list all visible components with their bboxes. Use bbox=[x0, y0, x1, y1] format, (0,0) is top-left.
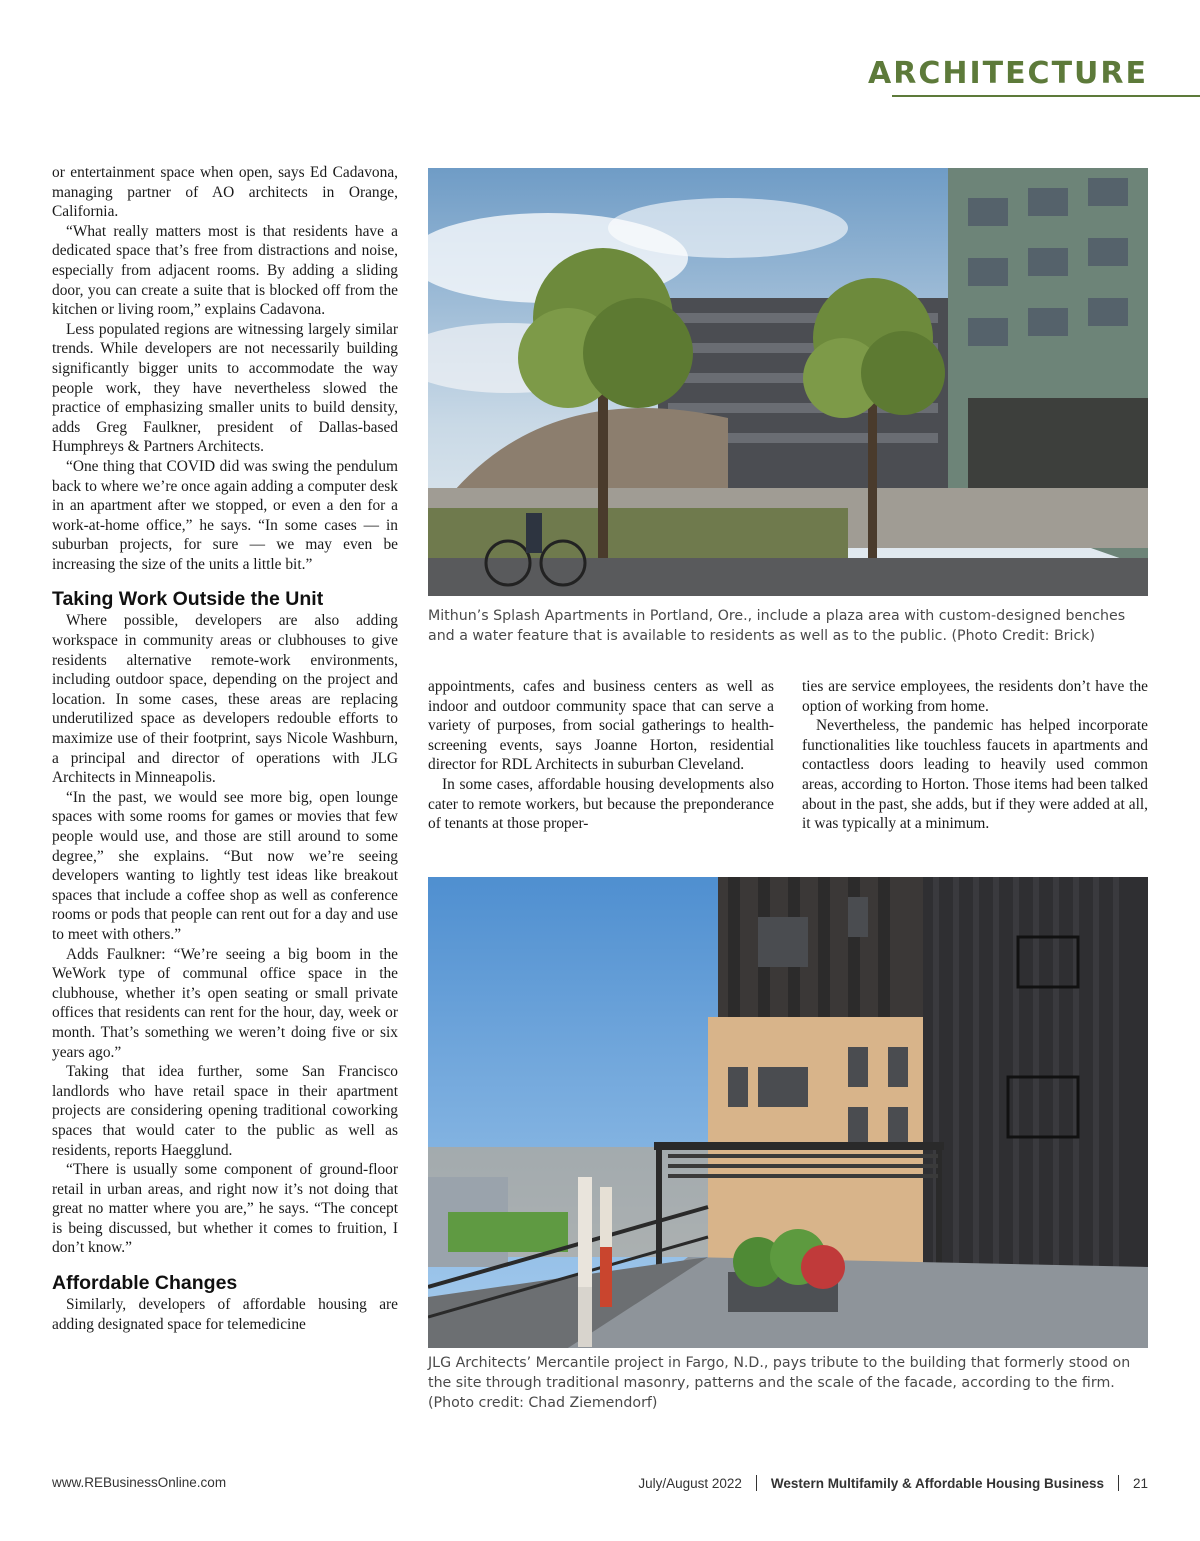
paragraph: Nevertheless, the pandemic has helped incorporate functionalities like touchless faucets in apartments and contactless doors leading to heavily used common areas, according to Horton. Those items had been talked about in the past, she adds, but if they were added at all, it was typically at a minimum. bbox=[802, 717, 1148, 833]
paragraph: or entertainment space when open, says Ed Cadavona, managing partner of AO architects in Orange, California. bbox=[52, 164, 398, 221]
photo-splash-apartments bbox=[428, 168, 1148, 596]
footer-right bbox=[638, 1475, 1148, 1491]
section-label: ARCHITECTURE bbox=[868, 56, 1148, 91]
subheading-work-outside: Taking Work Outside the Unit bbox=[52, 588, 324, 611]
page-number: 21 bbox=[1132, 1476, 1148, 1491]
page-footer bbox=[52, 1475, 1148, 1495]
paragraph: appointments, cafes and business centers as well as indoor and outdoor community space that can serve a variety of purposes, from social gatherings to health-screening events, says Joanne Horton, residential director for RDL Architects in suburban Cleveland. bbox=[428, 678, 774, 774]
article-column-3 bbox=[802, 677, 1148, 834]
paragraph: Taking that idea further, some San Francisco landlords who have retail space in their apartment projects are considering opening traditional coworking spaces that would cater to the public as well as residents, reports Haegglund. bbox=[52, 1063, 398, 1159]
article-column-1 bbox=[52, 163, 398, 1334]
paragraph: Similarly, developers of affordable housing are adding designated space for telemedicine bbox=[52, 1296, 398, 1333]
footer-divider bbox=[1118, 1475, 1119, 1491]
subheading-affordable-changes: Affordable Changes bbox=[52, 1272, 238, 1295]
paragraph: “What really matters most is that residents have a dedicated space that’s free from distractions and noise, especially from adjacent rooms. By adding a sliding door, you can create a suite that is blocked off from the kitchen or living room,” explains Cadavona. bbox=[52, 222, 398, 319]
paragraph: “In the past, we would see more big, open lounge spaces with some rooms for games or movies that few people would use, and those are still around to some degree,” she explains. “But now we’re seeing developers wanting to lightly test ideas like breakout spaces that include a coffee shop as well as conference rooms or pods that people can rent out for a day and use to meet with others.” bbox=[52, 788, 398, 943]
publication-name: Western Multifamily & Affordable Housing Business bbox=[770, 1476, 1104, 1491]
footer-divider bbox=[756, 1475, 757, 1491]
paragraph: In some cases, affordable housing developments also cater to remote workers, but because the preponderance of tenants at those proper- bbox=[428, 775, 774, 833]
paragraph: “There is usually some component of ground-floor retail in urban areas, and right now it’s not doing that great no matter where you are,” he says. “The concept is being discussed, but whether it comes to fruition, I don’t know.” bbox=[52, 1161, 398, 1257]
issue-date: July/August 2022 bbox=[638, 1476, 742, 1491]
photo-mercantile-project bbox=[428, 877, 1148, 1348]
paragraph: Where possible, developers are also adding workspace in community areas or clubhouses to give residents alternative remote-work environments, including outdoor space, depending on the project and location. In some cases, these areas are replacing underutilized space as developers redouble efforts to maximize use of their footprint, says Nicole Washburn, a principal and director of operations with JLG Architects in Minneapolis. bbox=[52, 612, 398, 787]
section-rule bbox=[892, 95, 1200, 97]
paragraph: “One thing that COVID did was swing the pendulum back to where we’re once again adding a computer desk in an apartment after we stopped, or even a den for a work-at-home office,” he says. “In some cases — in suburban projects, for sure — we may even be increasing the size of the units a little bit.” bbox=[52, 457, 398, 573]
paragraph: ties are service employees, the residents don’t have the option of working from home. bbox=[802, 678, 1148, 715]
paragraph: Adds Faulkner: “We’re seeing a big boom in the WeWork type of communal office space in the clubhouse, whether it’s open seating or small private offices that residents can rent for the hour, day, week or month. That’s something we weren’t doing five or six years ago.” bbox=[52, 945, 398, 1061]
website-url[interactable]: www.REBusinessOnline.com bbox=[52, 1475, 227, 1490]
photo-caption-1: Mithun’s Splash Apartments in Portland, Ore., include a plaza area with custom-designed benches and a water feature that is available to residents as well as to the public. (Photo Credit: Brick) bbox=[428, 608, 1126, 644]
paragraph: Less populated regions are witnessing largely similar trends. While developers are not necessarily building significantly bigger units to accommodate the way people work, they have nevertheless slowed the practice of emphasizing smaller units to build density, adds Greg Faulkner, president of Dallas-based Humphreys & Partners Architects. bbox=[52, 320, 398, 456]
article-column-2 bbox=[428, 677, 774, 834]
photo-caption-2: JLG Architects’ Mercantile project in Fargo, N.D., pays tribute to the building that formerly stood on the site through traditional masonry, patterns and the scale of the facade, according to the firm. (Photo credit: Chad Ziemendorf) bbox=[428, 1355, 1131, 1411]
